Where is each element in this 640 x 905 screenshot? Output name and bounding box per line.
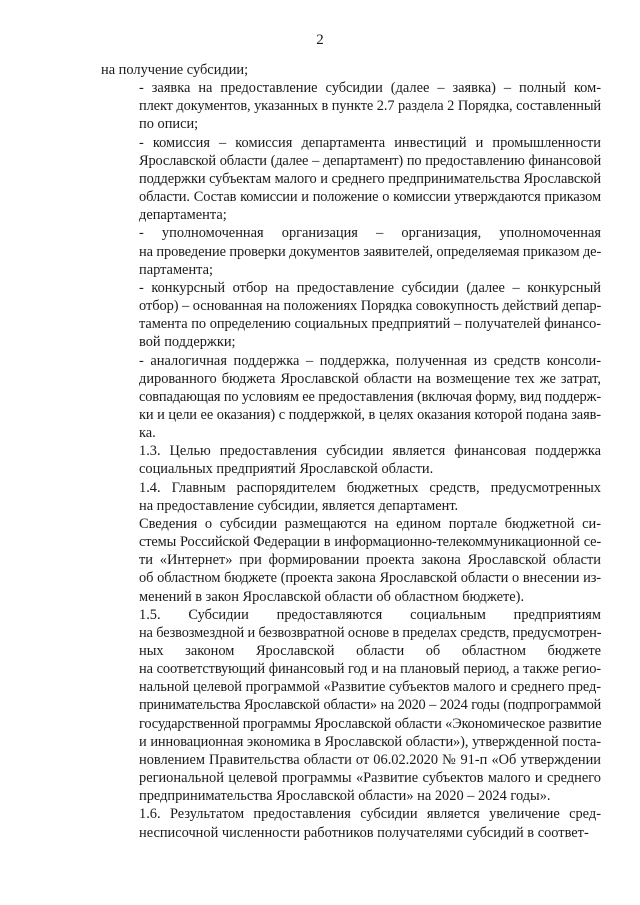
text-line: Сведения о субсидии размещаются на едином портале бюджетной си- [139,515,601,532]
paragraph [101,805,601,841]
paragraph [101,61,601,79]
paragraph [101,134,601,225]
text-line: 1.4. Главным распорядителем бюджетных средств, предусмотренных [139,479,601,496]
text-line: нальной целевой программой «Развитие субъектов малого и среднего пред- [139,679,601,696]
text-line: новлением Правительства области от 06.02.2020 № 91-п «Об утверждении [139,751,601,768]
paragraph [101,79,601,133]
text-line: несписочной численности работников получателями субсидий в соответ- [139,824,589,841]
document-body [101,61,601,842]
text-line: принимательства Ярославской области» на 2020 – 2024 годы (подпрограммой [139,697,601,714]
text-line: - аналогичная поддержка – поддержка, полученная из средств консоли- [139,352,601,369]
paragraph [101,442,601,478]
text-line: тамента по определению социальных предприятий – получателей финансо- [139,316,601,333]
text-line: менений в закон Ярославской области об областном бюджете). [139,588,525,605]
text-line: об областном бюджете (проекта закона Ярославской области о внесении из- [139,570,601,587]
paragraph [101,606,601,806]
text-line: государственной программы Ярославской области «Экономическое развитие [139,715,602,732]
text-line: и инновационная экономика в Ярославской области»), утвержденной поста- [139,733,601,750]
text-line: ки и цели ее оказания) с поддержкой, в целях оказания которой подана заяв- [139,406,601,423]
text-line: области. Состав комиссии и положение о комиссии утверждаются приказом [139,189,601,206]
text-line: 1.5. Субсидии предоставляются социальным предприятиям [139,606,601,623]
text-line: совпадающая по условиям ее предоставления (включая форму, вид поддерж- [139,388,601,405]
text-line: 1.6. Результатом предоставления субсидии является увеличение сред- [139,806,601,823]
text-line: дированного бюджета Ярославской области на возмещение тех же затрат, [139,370,601,387]
text-line: - конкурсный отбор на предоставление субсидии (далее – конкурсный [139,279,601,296]
paragraph [101,224,601,278]
text-line: отбор) – основанная на положениях Порядка совокупность действий депар- [139,298,602,315]
paragraph [101,352,601,443]
text-line: плект документов, указанных в пункте 2.7 раздела 2 Порядка, составленный [139,98,601,115]
text-line: на предоставление субсидии, является департамент. [139,497,459,514]
text-line: - уполномоченная организация – организация, уполномоченная [139,225,601,242]
text-line: ных законом Ярославской области об областном бюджете [139,643,601,659]
paragraph [101,279,601,352]
text-line: департамента; [139,207,227,224]
text-line: ти «Интернет» при формировании проекта закона Ярославской области [139,552,601,569]
text-line: на проведение проверки документов заявителей, определяемая приказом де- [139,243,602,260]
text-line: Ярославской области (далее – департамент) по предоставлению финансовой [139,152,601,169]
text-line: социальных предприятий Ярославской области. [139,461,434,478]
text-line: поддержки субъектам малого и среднего предпринимательства Ярославской [139,170,601,187]
text-line: - заявка на предоставление субсидии (далее – заявка) – полный ком- [139,80,601,97]
text-line: вой поддержки; [139,334,236,351]
text-line: на безвозмездной и безвозвратной основе в пределах средств, предусмотрен- [139,624,602,641]
text-line: по описи; [139,116,199,133]
page-number: 2 [316,32,324,48]
text-line: на соответствующий финансовый год и на плановый период, а также регио- [139,661,601,678]
text-line: стемы Российской Федерации в информационно-телекоммуникационной се- [139,534,601,551]
text-line: региональной целевой программы «Развитие субъектов малого и среднего [139,770,601,787]
text-line: партамента; [139,261,213,278]
text-line: ка. [139,425,156,442]
text-line: на получение субсидии; [101,62,249,78]
text-line: 1.3. Целью предоставления субсидии является финансовая поддержка [139,443,601,460]
text-line: предпринимательства Ярославской области» на 2020 – 2024 годы». [139,788,551,805]
text-line: - комиссия – комиссия департамента инвестиций и промышленности [139,134,601,151]
paragraph [101,479,601,515]
paragraph [101,515,601,606]
